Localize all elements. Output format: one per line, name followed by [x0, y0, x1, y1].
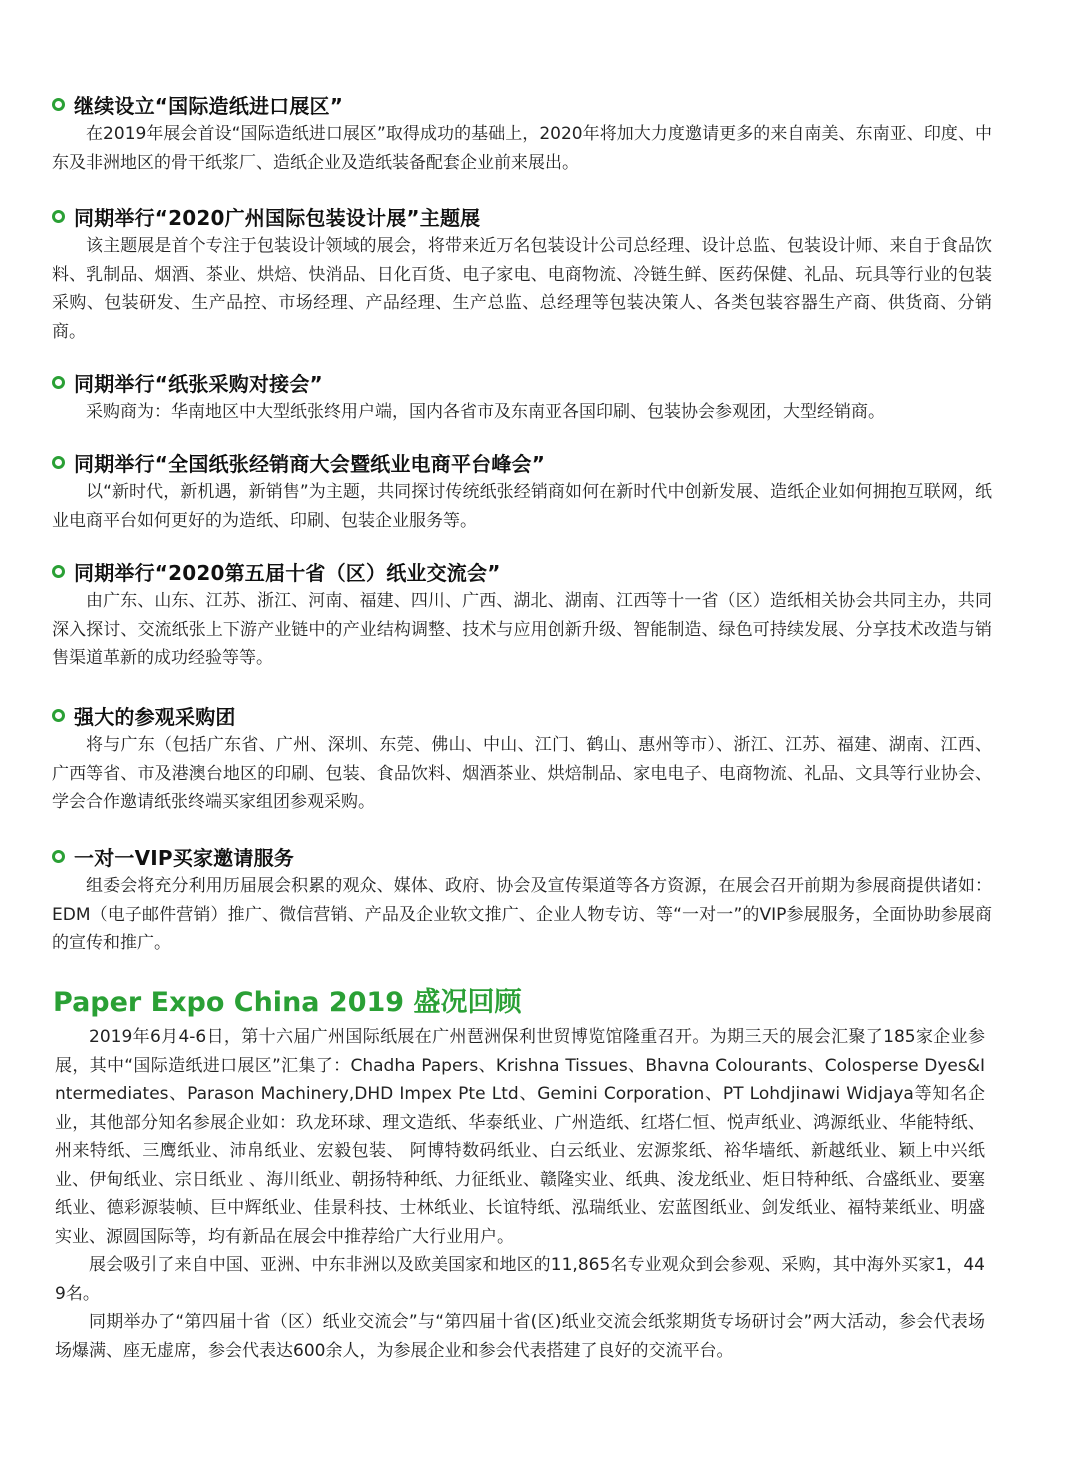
section-title: 同期举行“纸张采购对接会”: [74, 371, 323, 396]
section-heading: [52, 557, 992, 585]
review-body: [55, 1023, 985, 1365]
circle-bullet-icon: [52, 709, 65, 722]
section-body: 该主题展是首个专注于包装设计领域的展会，将带来近万名包装设计公司总经理、设计总监、包装设计师、来自于食品饮料、乳制品、烟酒、茶业、烘焙、快消品、日化百货、电子家电、电商物流、冷链生鲜、医药保健、礼品、玩具等行业的包装采购、包装研发、生产品控、市场经理、产品经理、生产总监、总经理等包装决策人、各类包装容器生产商、供货商、分销商。: [52, 236, 992, 342]
section-heading: [52, 842, 992, 870]
section-title: 强大的参观采购团: [74, 704, 236, 729]
section-title: 同期举行“2020第五届十省（区）纸业交流会”: [74, 560, 501, 585]
review-paragraph: 展会吸引了来自中国、亚洲、中东非洲以及欧美国家和地区的11,865名专业观众到会参观、采购，其中海外买家1，449名。: [55, 1255, 985, 1304]
review-heading: Paper Expo China 2019 盛况回顾: [53, 987, 522, 1018]
section-buyer-delegation: [52, 701, 992, 817]
circle-bullet-icon: [52, 565, 65, 578]
section-body: 以“新时代，新机遇，新销售”为主题，共同探讨传统纸张经销商如何在新时代中创新发展、造纸企业如何拥抱互联网，纸业电商平台如何更好的为造纸、印刷、包装企业服务等。: [52, 482, 992, 531]
section-heading: [52, 368, 992, 396]
section-dealer-summit: [52, 448, 992, 535]
section-heading: [52, 202, 992, 230]
section-packaging-design-expo: [52, 202, 992, 346]
section-title: 同期举行“全国纸张经销商大会暨纸业电商平台峰会”: [74, 451, 546, 476]
review-paragraph: 同期举办了“第四届十省（区）纸业交流会”与“第四届十省(区)纸业交流会纸浆期货专场研讨会”两大活动，参会代表场场爆满、座无虚席，参会代表达600余人，为参展企业和参会代表搭建了良好的交流平台。: [55, 1312, 985, 1361]
circle-bullet-icon: [52, 456, 65, 469]
section-title: 同期举行“2020广州国际包装设计展”主题展: [74, 205, 481, 230]
section-heading: [52, 448, 992, 476]
section-body: 将与广东（包括广东省、广州、深圳、东莞、佛山、中山、江门、鹤山、惠州等市）、浙江、江苏、福建、湖南、江西、广西等省、市及港澳台地区的印刷、包装、食品饮料、烟酒茶业、烘焙制品、家电电子、电商物流、礼品、文具等行业协会、学会合作邀请纸张终端买家组团参观采购。: [52, 735, 992, 812]
section-paper-procurement: [52, 368, 992, 427]
section-heading: [52, 701, 992, 729]
section-heading: [52, 90, 992, 118]
section-ten-province-forum: [52, 557, 992, 673]
review-paragraph: 2019年6月4-6日，第十六届广州国际纸展在广州琶洲保利世贸博览馆隆重召开。为期三天的展会汇聚了185家企业参展，其中“国际造纸进口展区”汇集了：Chadha Papers、Krishna Tissues、Bhavna Colourants、Colosperse Dyes&Intermediates、Parason Machinery,DHD Impex Pte Ltd、Gemini Corporation、PT Lohdjinawi Widjaya等知名企业，其他部分知名参展企业如：玖龙环球、理文造纸、华泰纸业、广州造纸、红塔仁恒、悦声纸业、鸿源纸业、华能特纸、州来特纸、三鹰纸业、沛帛纸业、宏毅包装、 阿博特数码纸业、白云纸业、宏源浆纸、裕华墙纸、新越纸业、颖上中兴纸业、伊甸纸业、宗日纸业 、海川纸业、朝扬特种纸、力征纸业、赣隆实业、纸典、浚龙纸业、炬日特种纸、合盛纸业、要塞纸业、德彩源装帧、巨中辉纸业、佳景科技、士林纸业、长谊特纸、泓瑞纸业、宏蓝图纸业、剑发纸业、福特莱纸业、明盛实业、源圆国际等，均有新品在展会中推荐给广大行业用户。: [55, 1027, 985, 1247]
section-title: 一对一VIP买家邀请服务: [74, 845, 294, 870]
section-body: 组委会将充分利用历届展会积累的观众、媒体、政府、协会及宣传渠道等各方资源，在展会召开前期为参展商提供诸如：EDM（电子邮件营销）推广、微信营销、产品及企业软文推广、企业人物专访、等“一对一”的VIP参展服务，全面协助参展商的宣传和推广。: [52, 876, 992, 953]
circle-bullet-icon: [52, 98, 65, 111]
section-import-zone: [52, 90, 992, 177]
section-body: 由广东、山东、江苏、浙江、河南、福建、四川、广西、湖北、湖南、江西等十一省（区）造纸相关协会共同主办，共同深入探讨、交流纸张上下游产业链中的产业结构调整、技术与应用创新升级、智能制造、绿色可持续发展、分享技术改造与销售渠道革新的成功经验等等。: [52, 591, 992, 668]
section-body: 在2019年展会首设“国际造纸进口展区”取得成功的基础上，2020年将加大力度邀请更多的来自南美、东南亚、印度、中东及非洲地区的骨干纸浆厂、造纸企业及造纸装备配套企业前来展出。: [52, 124, 992, 173]
circle-bullet-icon: [52, 376, 65, 389]
circle-bullet-icon: [52, 850, 65, 863]
section-vip-buyer-service: [52, 842, 992, 958]
section-body: 采购商为：华南地区中大型纸张终用户端，国内各省市及东南亚各国印刷、包装协会参观团，大型经销商。: [86, 402, 885, 422]
circle-bullet-icon: [52, 210, 65, 223]
section-title: 继续设立“国际造纸进口展区”: [74, 93, 344, 118]
